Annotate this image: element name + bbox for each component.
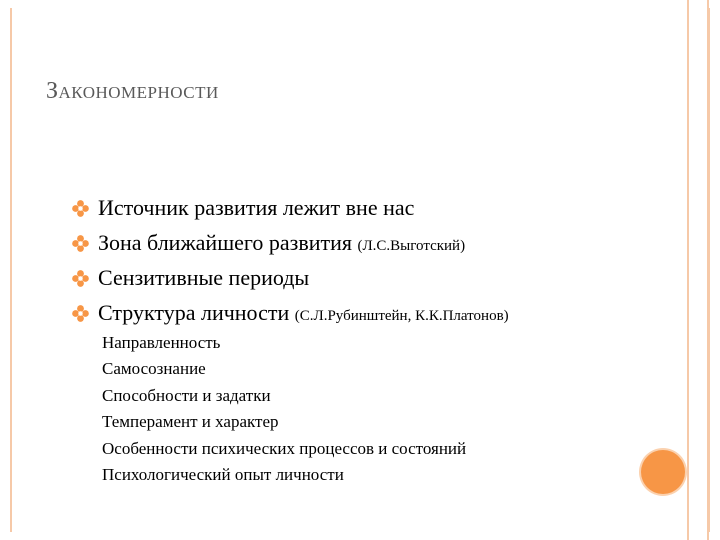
right-decorative-strip xyxy=(687,0,709,540)
sub-item: Направленность xyxy=(102,333,221,352)
orange-flower-bullet-icon xyxy=(72,270,89,287)
sub-item: Способности и задатки xyxy=(102,385,271,405)
bullet-text: Зона ближайшего развития xyxy=(98,230,358,255)
bullet-item-zone xyxy=(72,227,509,262)
sub-item-list xyxy=(102,330,466,488)
orange-circle-decoration xyxy=(641,450,685,494)
bullet-item-source xyxy=(72,192,509,227)
sub-item: Самосознание xyxy=(102,359,206,379)
bullet-item-structure xyxy=(72,297,509,332)
sub-item: Особенности психических процессов и состояний xyxy=(102,438,467,458)
bullet-text: Источник развития лежит вне нас xyxy=(98,195,415,220)
bullet-list xyxy=(72,192,509,332)
sub-item: Психологический опыт личности xyxy=(102,465,344,485)
bullet-text: Структура личности xyxy=(98,300,295,325)
bullet-item-sensitive xyxy=(72,262,509,297)
bullet-note: (С.Л.Рубинштейн, К.К.Платонов) xyxy=(294,308,509,324)
orange-flower-bullet-icon xyxy=(72,200,89,217)
slide-title: Закономерности xyxy=(46,78,219,104)
bullet-note: (Л.С.Выготский) xyxy=(357,238,466,254)
orange-flower-bullet-icon xyxy=(72,235,89,252)
sub-item: Темперамент и характер xyxy=(102,412,279,432)
orange-flower-bullet-icon xyxy=(72,305,89,322)
bullet-text: Сензитивные периоды xyxy=(98,265,310,290)
